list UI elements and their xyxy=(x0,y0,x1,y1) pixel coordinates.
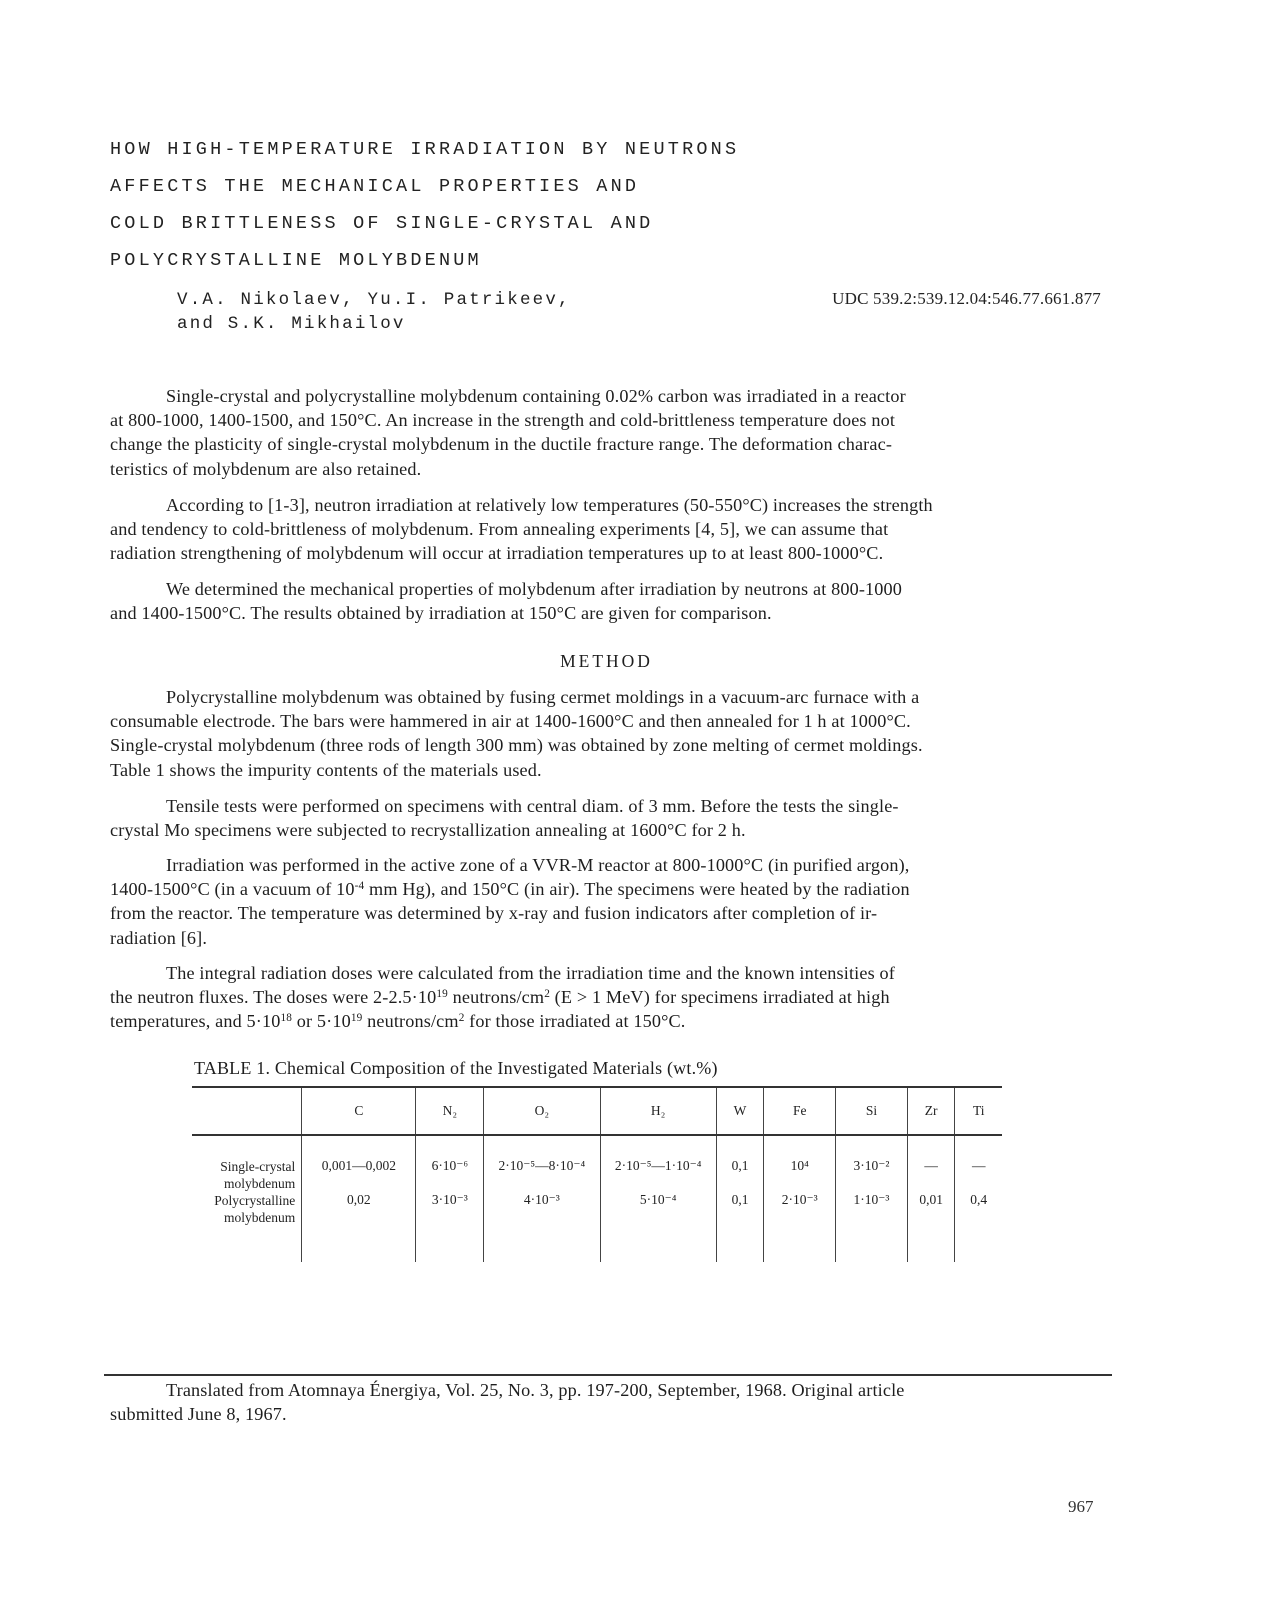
table-row xyxy=(192,1192,1002,1262)
table-header-cell: Zr xyxy=(907,1087,955,1135)
table-cell: — xyxy=(907,1135,955,1192)
table-header-cell: O₂ xyxy=(484,1087,600,1135)
table-cell: 0,1 xyxy=(716,1135,764,1192)
table-cell: 2·10⁻⁵—1·10⁻⁴ xyxy=(600,1135,716,1192)
table-cell: 0,02 xyxy=(302,1192,416,1262)
table-header-cell: N₂ xyxy=(416,1087,484,1135)
table-cell: 6·10⁻⁶ xyxy=(416,1135,484,1192)
text-line: Table 1 shows the impurity contents of the materials used. xyxy=(110,759,542,780)
text-line: Irradiation was performed in the active zone of a VVR-M reactor at 800-1000°C (in purified argon), xyxy=(166,855,910,875)
text-line: Single-crystal and polycrystalline molybdenum containing 0.02% carbon was irradiated in a reactor xyxy=(166,386,906,406)
table-cell: 2·10⁻⁵—8·10⁻⁴ xyxy=(484,1135,600,1192)
table-cell: — xyxy=(955,1135,1002,1192)
table-cell: 3·10⁻² xyxy=(836,1135,908,1192)
table-cell: 0,4 xyxy=(955,1192,1002,1262)
table-cell: 4·10⁻³ xyxy=(484,1192,600,1262)
table-cell: 0,01 xyxy=(907,1192,955,1262)
text-line: the neutron fluxes. The doses were $2-2.5\cdot 10^{19}$ neutrons/$cm^2$ (E > 1 MeV) for specimens irradiated at high xyxy=(110,987,890,1008)
abstract xyxy=(110,384,1110,481)
article-title xyxy=(110,131,870,279)
text-line: Polycrystalline molybdenum was obtained by fusing cermet moldings in a vacuum-arc furnace with a xyxy=(166,687,920,707)
authors xyxy=(177,288,571,336)
text-line: and 1400-1500°C. The results obtained by irradiation at 150°C are given for comparison. xyxy=(110,603,772,624)
text-line: consumable electrode. The bars were hammered in air at 1400-1600°C and then annealed for 1 h at 1000°C. xyxy=(110,711,911,732)
text-line: teristics of molybdenum are also retained. xyxy=(110,458,422,479)
text-line: 1400-1500°C (in a vacuum of $10^{-4}$ mm Hg), and 150°C (in air). The specimens were heated by the radiation xyxy=(110,879,910,900)
text-line: The integral radiation doses were calculated from the irradiation time and the known intensities of xyxy=(166,963,895,983)
table-cell: 2·10⁻³ xyxy=(764,1192,836,1262)
table-header-cell: Ti xyxy=(955,1087,1002,1135)
table-header-cell: H₂ xyxy=(600,1087,716,1135)
text-line: at 800-1000, 1400-1500, and 150°C. An increase in the strength and cold-brittleness temperature does not xyxy=(110,410,896,431)
table-caption: TABLE 1. Chemical Composition of the Investigated Materials (wt.%) xyxy=(194,1058,718,1078)
text-line: We determined the mechanical properties of molybdenum after irradiation by neutrons at 800-1000 xyxy=(166,579,903,599)
table-cell: 5·10⁻⁴ xyxy=(600,1192,716,1262)
table-cell: 1·10⁻³ xyxy=(836,1192,908,1262)
text-line: Tensile tests were performed on specimens with central diam. of 3 mm. Before the tests the single- xyxy=(166,796,899,816)
method-paragraph-1 xyxy=(110,685,1110,782)
table-row xyxy=(192,1135,1002,1192)
page-number: 967 xyxy=(1068,1497,1094,1516)
title-line: HOW HIGH-TEMPERATURE IRRADIATION BY NEUTRONS xyxy=(110,139,740,160)
title-line: POLYCRYSTALLINE MOLYBDENUM xyxy=(110,250,482,271)
text-line: from the reactor. The temperature was determined by x-ray and fusion indicators after completion of ir- xyxy=(110,903,878,924)
table-cell: 10⁴ xyxy=(764,1135,836,1192)
authors-line: V.A. Nikolaev, Yu.I. Patrikeev, xyxy=(177,290,571,310)
row-label: Single-crystal molybdenum xyxy=(220,1159,296,1191)
footnote xyxy=(110,1378,1110,1426)
text-line: and tendency to cold-brittleness of molybdenum. From annealing experiments [4, 5], we can assume that xyxy=(110,519,889,540)
table-cell: 0,1 xyxy=(716,1192,764,1262)
text-line: radiation strengthening of molybdenum will occur at irradiation temperatures up to at least 800-1000°C. xyxy=(110,543,884,564)
section-heading-method: METHOD xyxy=(560,651,653,671)
method-paragraph-4 xyxy=(110,961,1110,1034)
table-header-cell: C xyxy=(302,1087,416,1135)
method-paragraph-3 xyxy=(110,853,1110,950)
authors-line: and S.K. Mikhailov xyxy=(177,314,406,334)
table-header-cell: W xyxy=(716,1087,764,1135)
intro-paragraph-1 xyxy=(110,493,1110,566)
text-line: According to [1-3], neutron irradiation at relatively low temperatures (50-550°C) increases the strength xyxy=(166,495,933,515)
text-line: change the plasticity of single-crystal molybdenum in the ductile fracture range. The deformation charac- xyxy=(110,434,893,455)
udc-code: UDC 539.2:539.12.04:546.77.661.877 xyxy=(832,289,1101,308)
table-cell: 0,001—0,002 xyxy=(302,1135,416,1192)
table-cell: 3·10⁻³ xyxy=(416,1192,484,1262)
text-line: Single-crystal molybdenum (three rods of length 300 mm) was obtained by zone melting of cermet moldings. xyxy=(110,735,923,756)
intro-paragraph-2 xyxy=(110,577,1110,625)
footnote-divider xyxy=(104,1374,1112,1376)
table-header-cell: Si xyxy=(836,1087,908,1135)
text-line: radiation [6]. xyxy=(110,927,208,948)
composition-table xyxy=(192,1086,1002,1262)
footnote-line: Translated from Atomnaya Énergiya, Vol. 25, No. 3, pp. 197-200, September, 1968. Original article xyxy=(166,1380,905,1400)
title-line: AFFECTS THE MECHANICAL PROPERTIES AND xyxy=(110,176,640,197)
text-line: crystal Mo specimens were subjected to recrystallization annealing at 1600°C for 2 h. xyxy=(110,820,746,841)
text-line: temperatures, and $5\cdot 10^{18}$ or $5\cdot 10^{19}$ neutrons/$cm^2$ for those irradiated at 150°C. xyxy=(110,1011,686,1032)
row-label: Polycrystalline molybdenum xyxy=(214,1193,296,1225)
table-header-cell: Fe xyxy=(764,1087,836,1135)
title-line: COLD BRITTLENESS OF SINGLE-CRYSTAL AND xyxy=(110,213,654,234)
method-paragraph-2 xyxy=(110,794,1110,842)
footnote-line: submitted June 8, 1967. xyxy=(110,1404,287,1424)
table-header-cell xyxy=(192,1087,302,1135)
table-header-row xyxy=(192,1087,1002,1135)
